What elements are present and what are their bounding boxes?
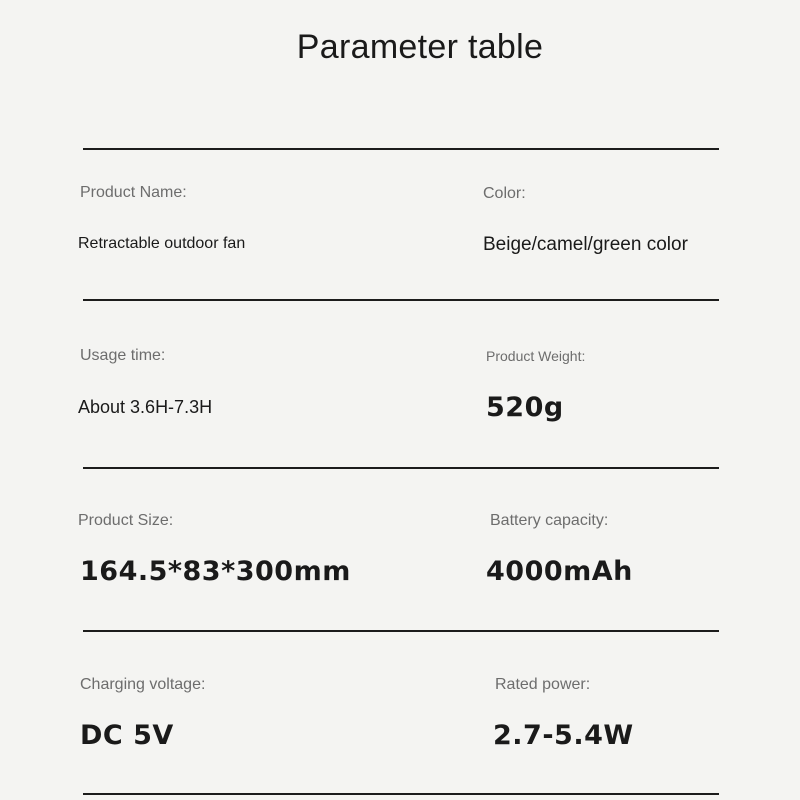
color-label: Color: <box>483 185 526 202</box>
color-value: Beige/camel/green color <box>483 234 688 255</box>
product-size-value: 164.5*83*300mm <box>80 556 351 587</box>
rated-power-label: Rated power: <box>495 676 591 693</box>
rated-power-value: 2.7-5.4W <box>493 720 634 751</box>
product-name-label: Product Name: <box>80 184 187 201</box>
usage-time-value: About 3.6H-7.3H <box>78 397 213 417</box>
divider-1 <box>83 299 719 301</box>
battery-capacity-value: 4000mAh <box>486 556 633 587</box>
battery-capacity-label: Battery capacity: <box>490 512 609 529</box>
product-size-label: Product Size: <box>78 512 174 529</box>
divider-3 <box>83 630 719 632</box>
charging-voltage-value: DC 5V <box>80 720 174 751</box>
product-name-value: Retractable outdoor fan <box>78 235 246 252</box>
charging-voltage-label: Charging voltage: <box>80 676 206 693</box>
divider-2 <box>83 467 719 469</box>
product-weight-label: Product Weight: <box>486 348 586 364</box>
divider-top <box>83 148 719 150</box>
usage-time-label: Usage time: <box>80 347 166 364</box>
page-title: Parameter table <box>296 28 544 66</box>
product-weight-value: 520g <box>486 392 564 423</box>
divider-bottom <box>83 793 719 795</box>
